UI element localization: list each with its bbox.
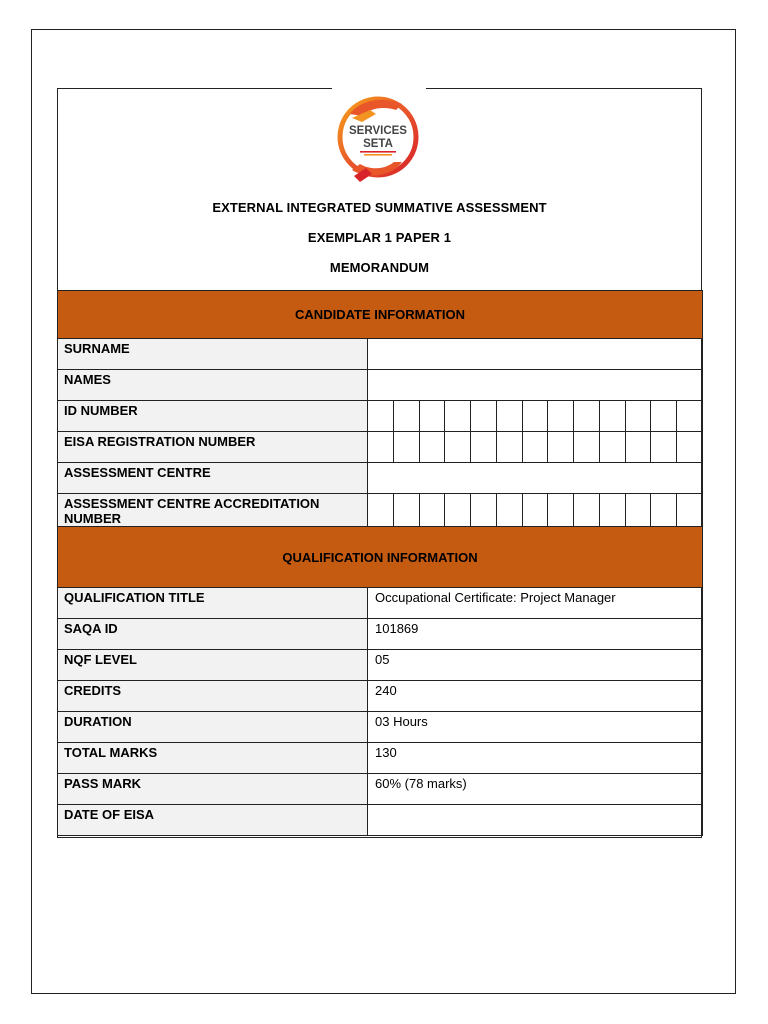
field-label: NAMES: [58, 370, 368, 401]
digit-box[interactable]: [496, 401, 522, 431]
field-label: ASSESSMENT CENTRE: [58, 463, 368, 494]
field-label: PASS MARK: [58, 774, 368, 805]
digit-box[interactable]: [522, 401, 548, 431]
assessment-centre-accreditation-number-boxes[interactable]: [368, 494, 703, 527]
memorandum-label: MEMORANDUM: [329, 260, 430, 275]
digit-box[interactable]: [496, 432, 522, 462]
digit-box[interactable]: [368, 401, 393, 431]
digit-box[interactable]: [599, 432, 625, 462]
digit-box[interactable]: [444, 432, 470, 462]
digit-box[interactable]: [676, 432, 702, 462]
table-row: [58, 743, 703, 774]
table-row: [58, 463, 703, 494]
digit-box[interactable]: [547, 494, 573, 526]
digit-box[interactable]: [650, 494, 676, 526]
pass-mark-value: 60% (78 marks): [368, 774, 703, 805]
digit-box[interactable]: [522, 494, 548, 526]
digit-box[interactable]: [573, 401, 599, 431]
digit-box[interactable]: [444, 494, 470, 526]
field-label: SURNAME: [58, 339, 368, 370]
table-row: [58, 805, 703, 836]
field-label: CREDITS: [58, 681, 368, 712]
digit-box[interactable]: [573, 494, 599, 526]
digit-box[interactable]: [547, 401, 573, 431]
candidate-information-header: CANDIDATE INFORMATION: [58, 291, 703, 339]
table-row: [58, 619, 703, 650]
table-row: [58, 339, 703, 370]
digit-box[interactable]: [470, 432, 496, 462]
digit-box[interactable]: [676, 401, 702, 431]
eisa-registration-number-boxes[interactable]: [368, 432, 703, 463]
digit-box[interactable]: [393, 401, 419, 431]
table-row: [58, 774, 703, 805]
field-label: QUALIFICATION TITLE: [58, 588, 368, 619]
digit-box[interactable]: [419, 401, 445, 431]
credits-value: 240: [368, 681, 703, 712]
table-row: [58, 401, 703, 432]
table-row: [58, 681, 703, 712]
field-label: NQF LEVEL: [58, 650, 368, 681]
table-row: [58, 370, 703, 401]
field-label: DATE OF EISA: [58, 805, 368, 836]
digit-box[interactable]: [650, 401, 676, 431]
logo-text-seta: SETA: [363, 138, 393, 150]
table-row: [58, 432, 703, 463]
digit-box[interactable]: [573, 432, 599, 462]
saqa-id-value: 101869: [368, 619, 703, 650]
total-marks-value: 130: [368, 743, 703, 774]
duration-value: 03 Hours: [368, 712, 703, 743]
assessment-title: EXTERNAL INTEGRATED SUMMATIVE ASSESSMENT: [212, 200, 547, 215]
digit-box[interactable]: [393, 432, 419, 462]
digit-box[interactable]: [393, 494, 419, 526]
digit-box[interactable]: [522, 432, 548, 462]
field-label: DURATION: [58, 712, 368, 743]
information-table: [57, 290, 703, 836]
names-value[interactable]: [368, 370, 703, 401]
table-row: [58, 588, 703, 619]
surname-value[interactable]: [368, 339, 703, 370]
table-row: [58, 650, 703, 681]
field-label: ASSESSMENT CENTRE ACCREDITATION NUMBER: [58, 494, 368, 527]
assessment-centre-value[interactable]: [368, 463, 703, 494]
digit-box[interactable]: [599, 401, 625, 431]
digit-box[interactable]: [368, 494, 393, 526]
table-row: [58, 712, 703, 743]
field-label: SAQA ID: [58, 619, 368, 650]
exemplar-label: EXEMPLAR 1 PAPER 1: [307, 230, 452, 245]
id-number-boxes[interactable]: [368, 401, 703, 432]
digit-box[interactable]: [470, 494, 496, 526]
digit-box[interactable]: [547, 432, 573, 462]
digit-box[interactable]: [368, 432, 393, 462]
digit-box[interactable]: [419, 494, 445, 526]
logo-text-services: SERVICES: [349, 125, 407, 137]
field-label: ID NUMBER: [58, 401, 368, 432]
digit-box[interactable]: [676, 494, 702, 526]
digit-box[interactable]: [599, 494, 625, 526]
digit-box[interactable]: [625, 432, 651, 462]
digit-box[interactable]: [419, 432, 445, 462]
digit-box[interactable]: [650, 432, 676, 462]
digit-box[interactable]: [625, 401, 651, 431]
nqf-level-value: 05: [368, 650, 703, 681]
field-label: EISA REGISTRATION NUMBER: [58, 432, 368, 463]
digit-box[interactable]: [496, 494, 522, 526]
digit-box[interactable]: [470, 401, 496, 431]
field-label: TOTAL MARKS: [58, 743, 368, 774]
digit-box[interactable]: [444, 401, 470, 431]
qualification-information-header: QUALIFICATION INFORMATION: [58, 527, 703, 588]
date-of-eisa-value[interactable]: [368, 805, 703, 836]
table-row: [58, 494, 703, 527]
qualification-title-value: Occupational Certificate: Project Manager: [368, 588, 703, 619]
digit-box[interactable]: [625, 494, 651, 526]
services-seta-logo: [332, 90, 426, 186]
